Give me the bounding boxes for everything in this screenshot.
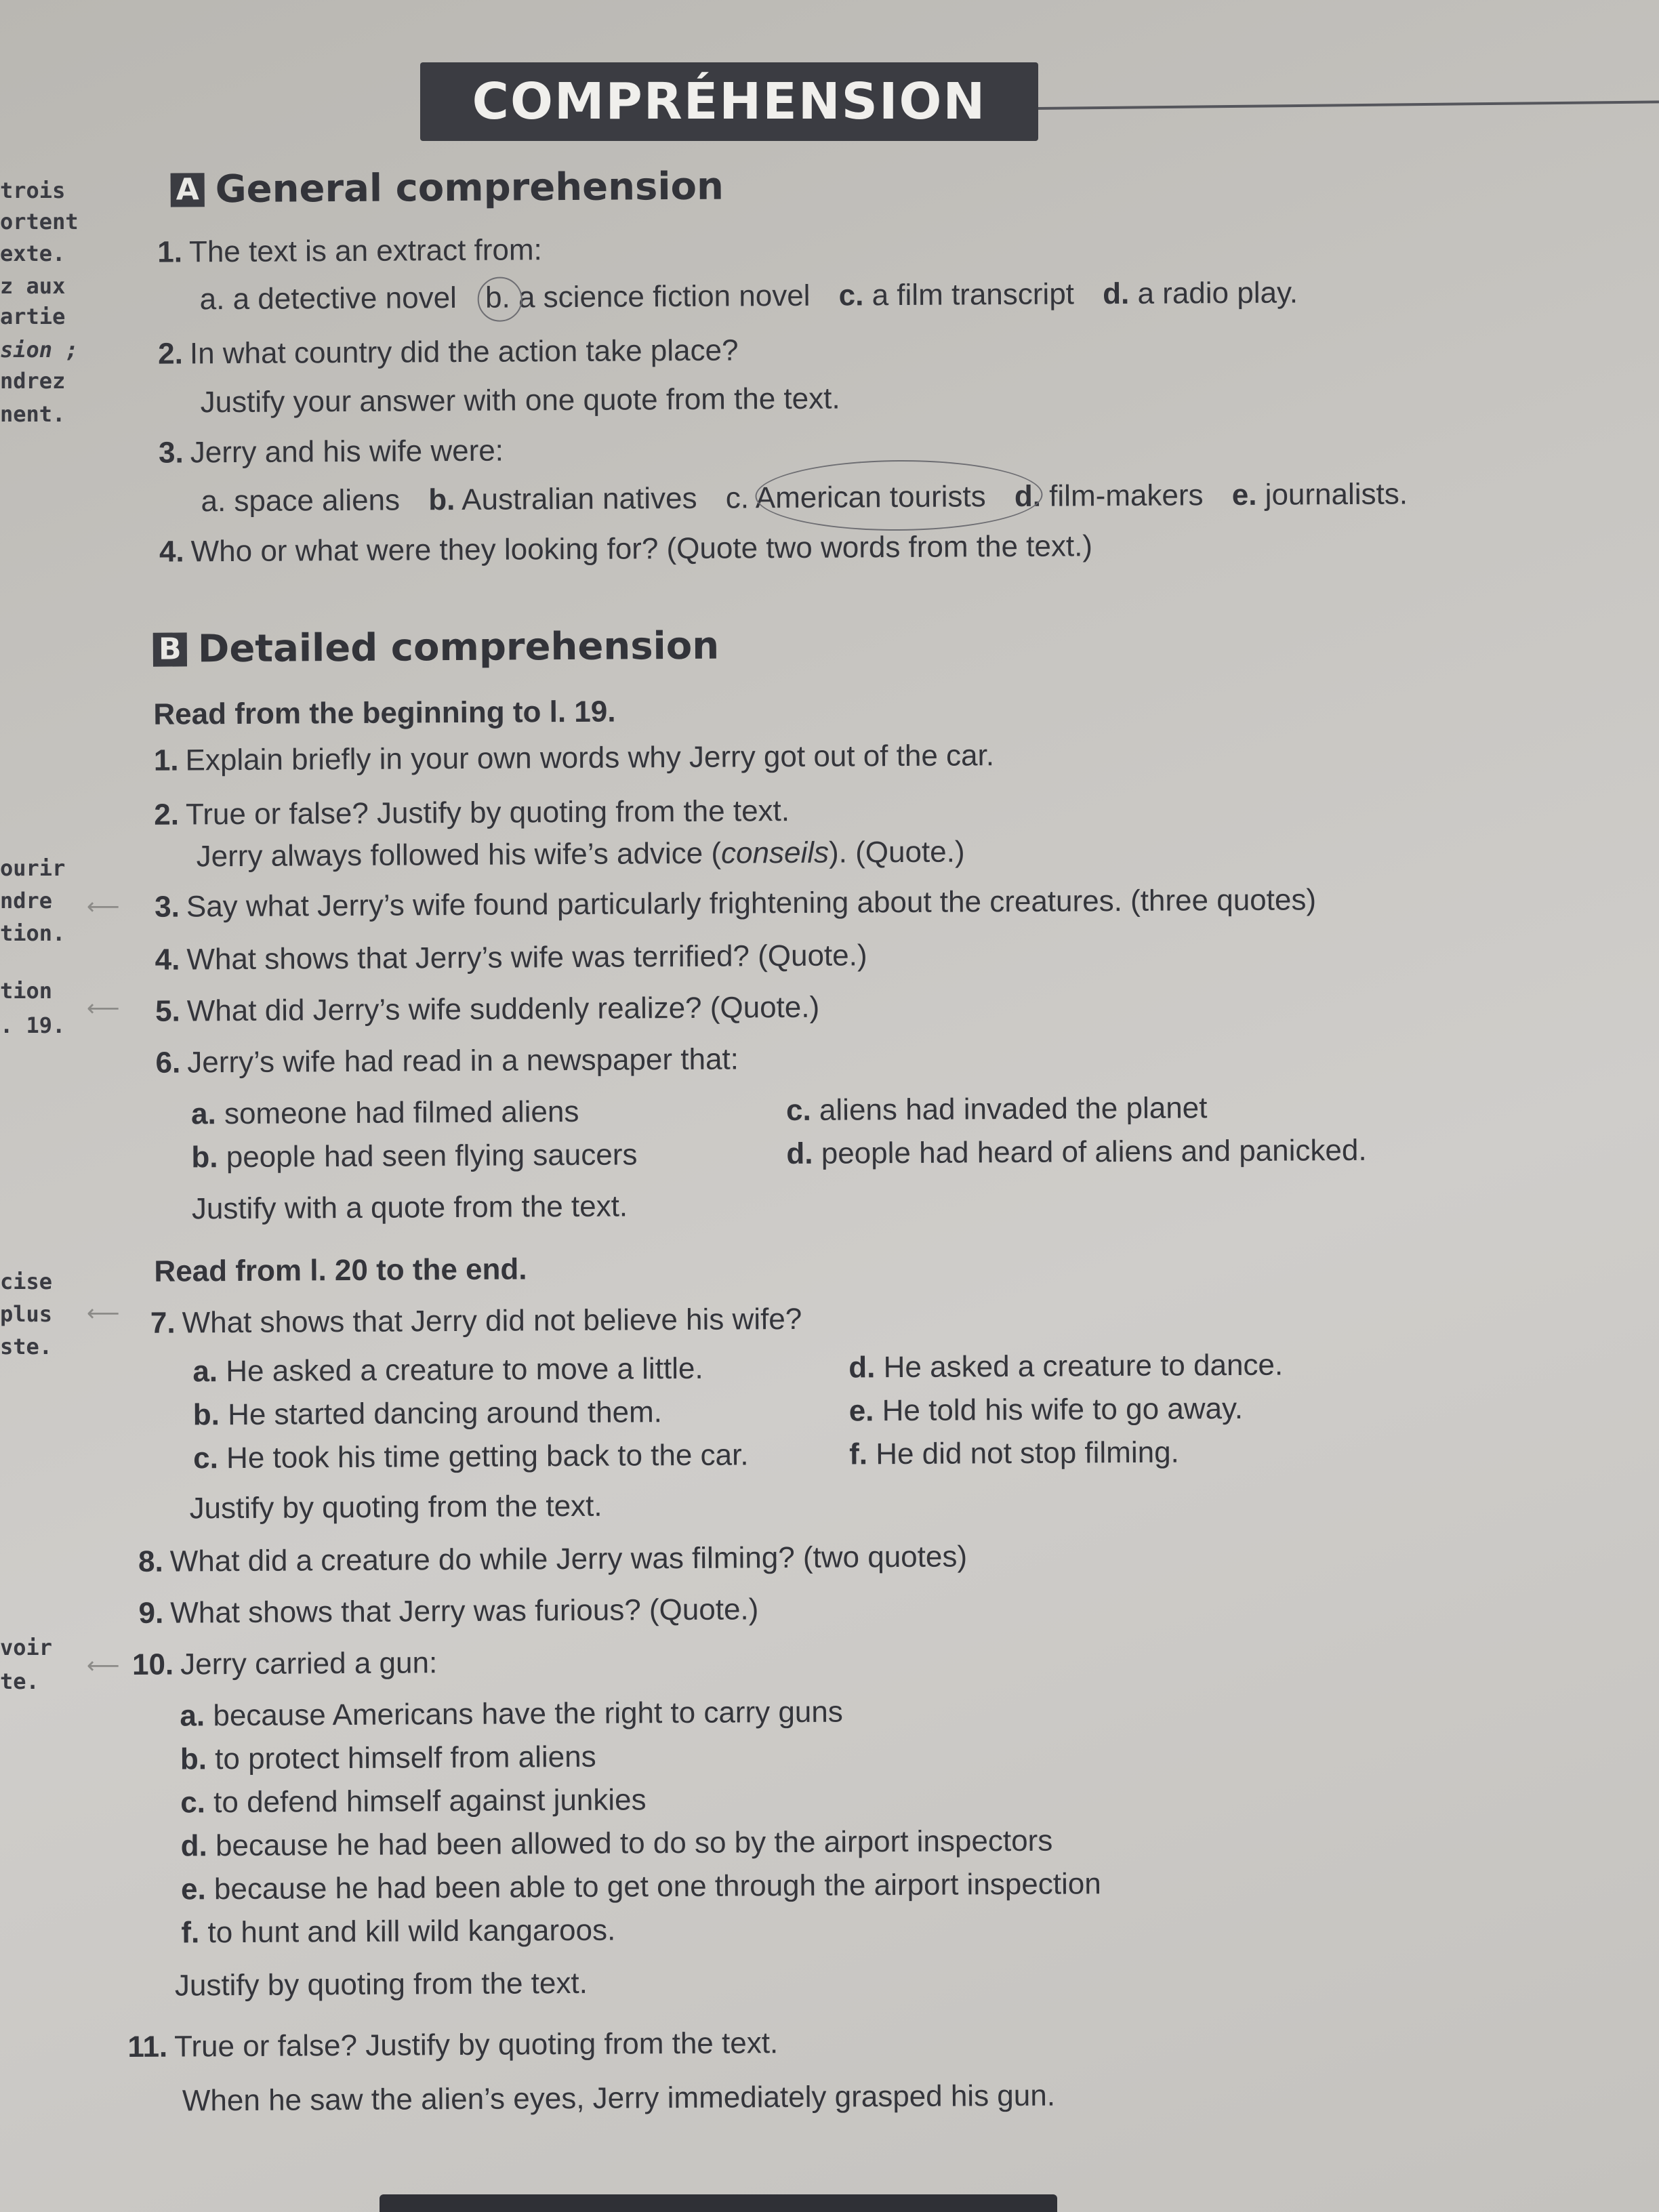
- question-b6-sub: Justify with a quote from the text.: [191, 1189, 628, 1226]
- section-a-letter: A: [171, 173, 205, 207]
- reading-instruction: Read from the beginning to l. 19.: [153, 695, 616, 731]
- question-a4: 4. Who or what were they looking for? (Quote two words from the text.): [159, 529, 1093, 569]
- margin-note: ste.: [0, 1334, 53, 1359]
- option: d. He asked a creature to dance.: [848, 1348, 1284, 1385]
- option: f. He did not stop filming.: [848, 1435, 1179, 1471]
- margin-note: ourir: [0, 855, 66, 881]
- option: c. to defend himself against junkies: [180, 1783, 647, 1820]
- margin-arrow-icon: ⟵: [87, 1652, 120, 1679]
- margin-arrow-icon: ⟵: [87, 893, 120, 920]
- question-b10: 10. Jerry carried a gun:: [131, 1646, 438, 1681]
- question-b2-sub: Jerry always followed his wife’s advice (conseils). (Quote.): [196, 835, 965, 874]
- margin-note: . 19.: [0, 1012, 66, 1038]
- question-b11: 11. True or false? Justify by quoting from the text.: [127, 2026, 779, 2064]
- margin-note: exte.: [0, 241, 66, 266]
- margin-note: te.: [0, 1668, 39, 1694]
- question-b7-sub: Justify by quoting from the text.: [189, 1489, 602, 1525]
- question-b11-sub: When he saw the alien’s eyes, Jerry immediately grasped his gun.: [182, 2078, 1056, 2118]
- margin-note: nent.: [0, 401, 66, 427]
- margin-note: voir: [0, 1635, 53, 1660]
- reading-instruction: Read from l. 20 to the end.: [154, 1252, 527, 1288]
- question-b6: 6. Jerry’s wife had read in a newspaper that:: [155, 1042, 739, 1080]
- option: c. aliens had invaded the planet: [785, 1091, 1208, 1128]
- option: b. people had seen flying saucers: [191, 1138, 638, 1174]
- section-a-title: General comprehension: [215, 164, 724, 212]
- page-banner: COMPRÉHENSION: [420, 62, 1038, 141]
- margin-note: trois: [0, 178, 66, 203]
- next-section-banner-edge: [380, 2194, 1057, 2212]
- margin-note: sion ;: [0, 337, 79, 363]
- option: e. He told his wife to go away.: [848, 1391, 1244, 1428]
- margin-note: artie: [0, 304, 66, 329]
- question-a1: 1. The text is an extract from:: [157, 233, 542, 269]
- option: c. American tourists: [725, 480, 986, 515]
- section-a-heading: [171, 165, 724, 212]
- margin-notes: [0, 0, 81, 2212]
- margin-arrow-icon: ⟵: [87, 995, 120, 1022]
- margin-note: tion.: [0, 920, 66, 946]
- option: b. He started dancing around them.: [192, 1395, 663, 1432]
- option: c. a film transcript: [838, 277, 1075, 312]
- option: d. film-makers: [1014, 478, 1204, 513]
- margin-note: z aux: [0, 273, 66, 299]
- margin-note: plus: [0, 1301, 53, 1327]
- question-b8: 8. What did a creature do while Jerry was filming? (two quotes): [138, 1540, 968, 1578]
- option: b. to protect himself from aliens: [180, 1740, 596, 1776]
- option: a. He asked a creature to move a little.: [192, 1351, 703, 1389]
- question-b5: 5. What did Jerry’s wife suddenly realize? (Quote.): [155, 990, 820, 1028]
- question-b10-sub: Justify by quoting from the text.: [174, 1966, 588, 2003]
- margin-note: ndre: [0, 888, 53, 914]
- option: d. because he had been allowed to do so by the airport inspectors: [180, 1824, 1053, 1863]
- option: b. a science fiction novel: [485, 279, 811, 314]
- question-b1: 1. Explain briefly in your own words why Jerry got out of the car.: [153, 739, 995, 777]
- option: f. to hunt and kill wild kangaroos.: [181, 1913, 616, 1950]
- section-b-letter: B: [153, 632, 187, 666]
- question-a2-sub: Justify your answer with one quote from the text.: [200, 382, 840, 419]
- section-b-heading: [153, 624, 720, 672]
- option: a. a detective novel: [199, 281, 457, 316]
- option: d. people had heard of aliens and panicked.: [786, 1133, 1367, 1171]
- banner-rule: [1038, 100, 1659, 110]
- margin-note: ndrez: [0, 368, 66, 394]
- option: a. because Americans have the right to carry guns: [180, 1695, 843, 1733]
- question-b2: 2. True or false? Justify by quoting from the text.: [154, 794, 790, 832]
- question-b9: 9. What shows that Jerry was furious? (Quote.): [138, 1593, 759, 1630]
- question-b7: 7. What shows that Jerry did not believe his wife?: [150, 1302, 802, 1340]
- option: c. He took his time getting back to the car.: [192, 1438, 749, 1475]
- option: e. journalists.: [1231, 477, 1408, 512]
- pen-circle-mark: [755, 459, 1043, 532]
- option: e. because he had been able to get one through the airport inspection: [180, 1867, 1101, 1906]
- option: b. Australian natives: [428, 481, 697, 517]
- question-a3: 3. Jerry and his wife were:: [158, 434, 504, 470]
- pen-circle-mark: [478, 276, 523, 321]
- question-a1-options: [200, 276, 1298, 316]
- margin-note: ortent: [0, 209, 79, 234]
- section-b-title: Detailed comprehension: [197, 623, 720, 672]
- question-a2: 2. In what country did the action take place?: [158, 333, 739, 371]
- margin-note: tion: [0, 978, 53, 1004]
- option: a. space aliens: [201, 483, 401, 518]
- margin-note: cise: [0, 1269, 53, 1294]
- margin-arrow-icon: ⟵: [87, 1300, 120, 1327]
- option: d. a radio play.: [1103, 276, 1298, 311]
- option: a. someone had filmed aliens: [190, 1094, 579, 1131]
- question-b3: 3. Say what Jerry’s wife found particularly frightening about the creatures. (three quotes): [155, 883, 1317, 924]
- question-b4: 4. What shows that Jerry’s wife was terrified? (Quote.): [155, 939, 867, 977]
